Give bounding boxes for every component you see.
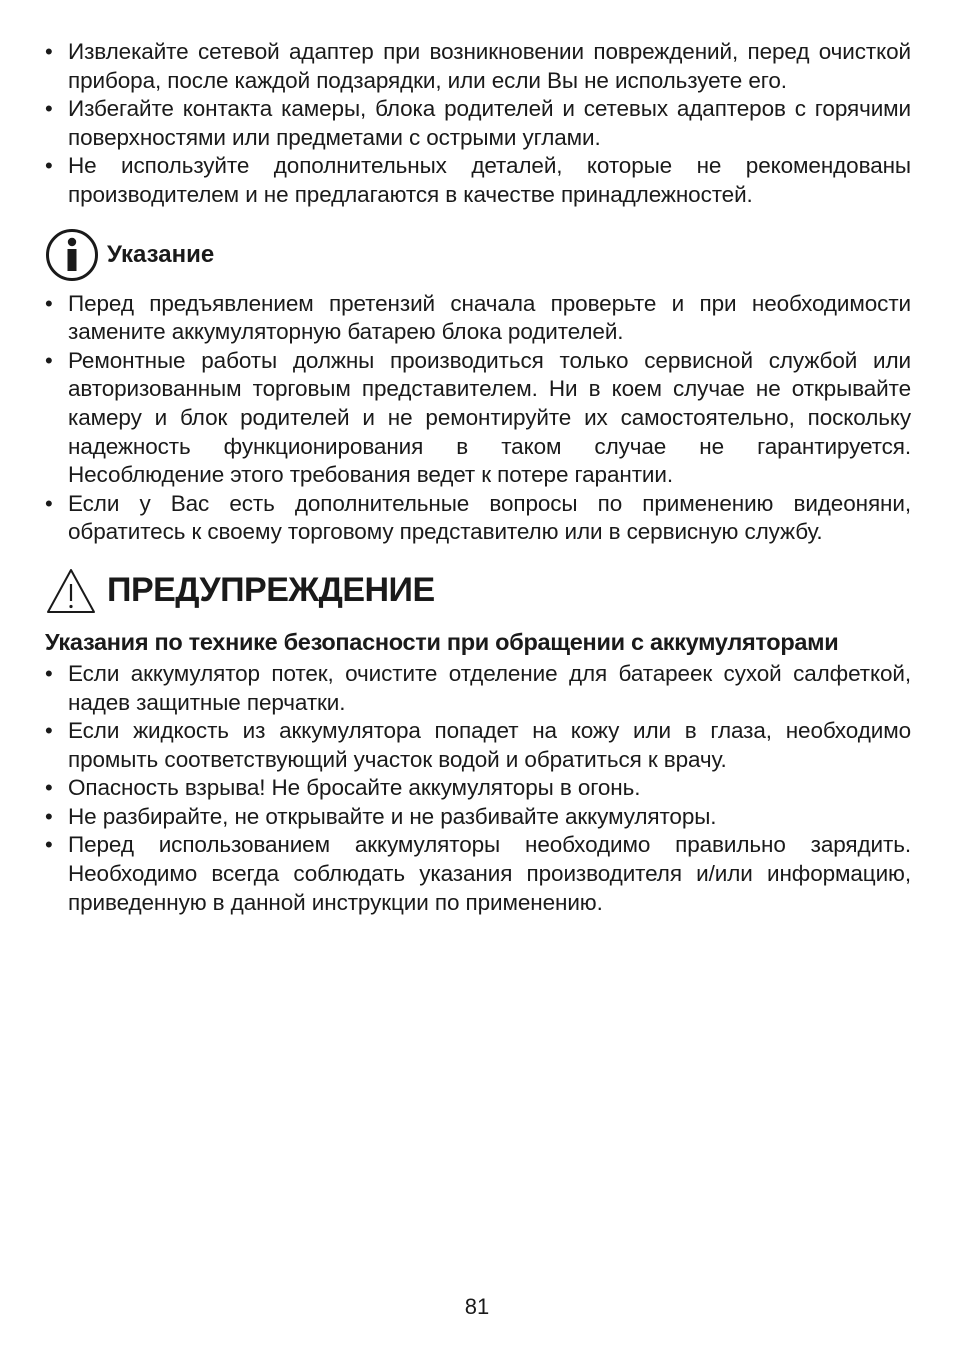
page-number: 81 [464,1294,490,1319]
top-bullet-list [45,38,911,210]
list-item: • Если у Вас есть дополнительные вопросы по применению видеоняни, обратитесь к своему торговому представителю или в сервисную службу. [45,490,911,547]
list-item: • Не разбирайте, не открывайте и не разбивайте аккумуляторы. [45,803,911,832]
page-content [45,38,911,917]
list-item: • Если аккумулятор потек, очистите отделение для батареек сухой салфеткой, надев защитные перчатки. [45,660,911,717]
warning-bullet-list [45,660,911,917]
warning-title: ПРЕДУПРЕЖДЕНИЕ [107,571,435,610]
warning-triangle-icon [45,567,97,615]
list-item: • Извлекайте сетевой адаптер при возникновении повреждений, перед очисткой прибора, после каждой подзарядки, или если Вы не используете его. [45,38,911,95]
list-item: • Ремонтные работы должны производиться только сервисной службой или авторизованным торговым представителем. Ни в коем случае не открывайте камеру и блок родителей и не ремонтируйте их самостоятельно, поскольку надежность функционирования в таком случае не гарантируется. Несоблюдение этого требования ведет к потере гарантии. [45,347,911,490]
note-bullet-list [45,290,911,547]
section-subtitle: Указания по технике безопасности при обращении с аккумуляторами [45,628,839,655]
note-heading [45,228,911,282]
list-item: • Перед использованием аккумуляторы необходимо правильно зарядить. Необходимо всегда соблюдать указания производителя и/или информацию, приведенную в данной инструкции по применению. [45,831,911,917]
list-item: • Если жидкость из аккумулятора попадет на кожу или в глаза, необходимо промыть соответствующий участок водой и обратиться к врачу. [45,717,911,774]
note-title: Указание [107,240,215,268]
list-item: • Опасность взрыва! Не бросайте аккумуляторы в огонь. [45,774,911,803]
list-item: • Избегайте контакта камеры, блока родителей и сетевых адаптеров с горячими поверхностями или предметами с острыми углами. [45,95,911,152]
info-icon [45,228,99,282]
list-item: • Не используйте дополнительных деталей, которые не рекомендованы производителем и не предлагаются в качестве принадлежностей. [45,152,911,209]
warning-heading [45,567,911,615]
list-item: • Перед предъявлением претензий сначала проверьте и при необходимости замените аккумуляторную батарею блока родителей. [45,290,911,347]
